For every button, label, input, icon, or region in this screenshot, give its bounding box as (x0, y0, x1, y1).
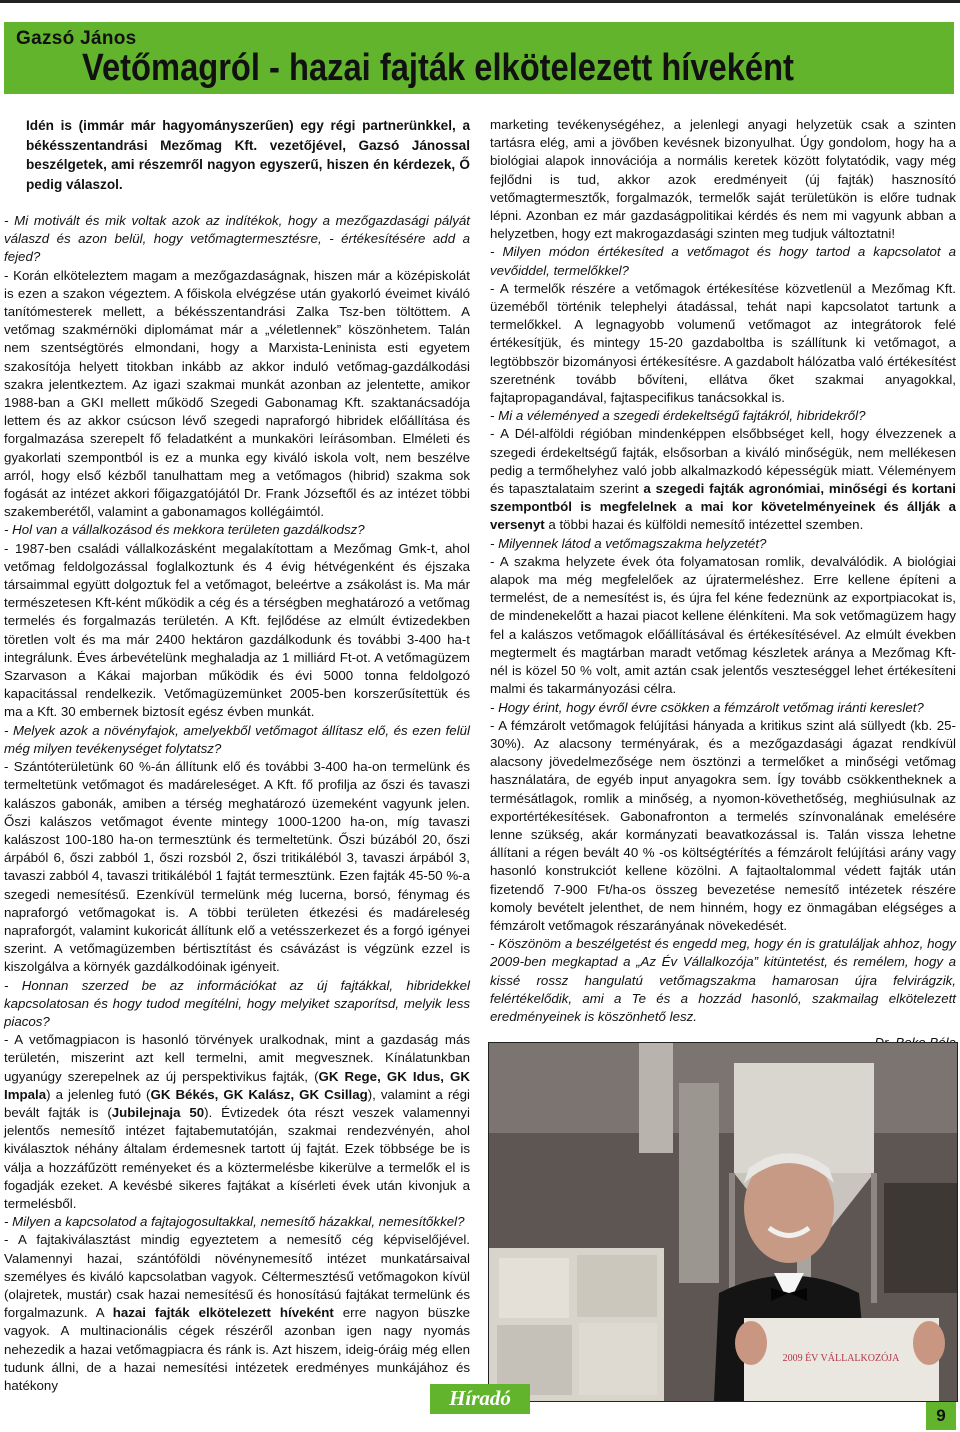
interview-question: - Milyen a kapcsolatod a fajtajogosultakkal, nemesítő házakkal, nemesítőkkel? (4, 1214, 465, 1230)
interview-question: - Mi a véleményed a szegedi érdekeltségű fajtákról, hibridekről? (490, 408, 866, 424)
interview-answer: - Korán elköteleztem magam a mezőgazdaságnak, hiszen már a középiskolát is ezen a szakon végeztem. A főiskola elvégzése után gyakorló éveimet kiváló tanítómesterek mellett, a békésszentandrási Zalka Tsz-ben töltöttem. A vetőmag szakmérnöki diplomámat már a „véletlennek” köszönhetem. Talán nem szentségtörés elmondani, hogy a Marxista-Leninista esti egyetem szakosítója helyett titokban inkább az akkor induló vetőmag-gazdálkodási szakra jelentkeztem. Az igazi szakmai munkát azonban az jelentette, amikor 1988-ban a GKI mellett működő Szegedi Gabonamag Kft. szaktanácsadója lettem és az akkor csúcson lévő szegedi napraforgó hibridek előállítása és forgalmazása szerepelt fő feladatként a munkaköri leírásomban. Elméleti és gyakorlati szempontból is ez a munka egy kiváló iskola volt, nem beszélve arról, hogy első kézből tanulhattam meg a vetőmagos (hibrid) szakma sok fogását az intézet akkori főigazgatójától Dr. Frank Józseftől és az intézet többi szakemberétől, valamint a gabonamagos kollégáimtól. (4, 267, 470, 520)
interview-answer (490, 425, 956, 534)
interview-question: - Hol van a vállalkozásod és mekkora területen gazdálkodsz? (4, 522, 365, 538)
interview-answer: - 1987-ben családi vállalkozásként megalakítottam a Mezőmag Gmk-t, ahol vetőmag feldolgozással foglalkoztunk és 4 évig hétvégenként és éjszaka társaimmal együtt dolgoztuk fel a vetőmagot, beleértve a zsákolást is. Ma már természetesen Kft-ként működik a cég és a térségben meghatározó a vetőmag termelés és forgalmazás területén. A Kft. fejlődése az elmúlt évtizedekben töretlen volt és ma már 2400 hektáron gazdálkodunk és további 3-400 ha-t integrálunk. Éves árbevételünk meghaladja az 1 milliárd Ft-ot. A vetőmagüzem Szarvason a Kákai majorban működik és évi 5000 tonna feldolgozó kapacitással rendelkezik. Vetőmagüzemünket 2005-ben korszerűsítettük és ma a Kft. 30 embernek biztosít egész évben munkát. (4, 540, 470, 720)
bold-phrase: a szegedi fajták agronómiai, minőségi és kortani szempontból is megfelelnek a mai kor követelményeinek és állják a versenyt (490, 481, 956, 533)
bold-phrase: GK Békés, GK Kalász, GK Csillag (150, 1086, 368, 1102)
bold-phrase: hazai fajták elkötelezett híveként (112, 1305, 334, 1321)
text-run: a többi hazai és külföldi nemesítő intézettel szemben. (544, 517, 864, 533)
interview-answer: - A fémzárolt vetőmagok felújítási hányada a kritikus szint alá süllyedt (kb. 25-30%). Az alacsony terményárak, és a mezőgazdasági ágazat rendkívül alacsony jövedelmezősége nem ösztönzi a termelőket a minőségi vetőmag használatára, de egyéb input anyagokra sem. Így tovább csökkentheknek a termésátlagok, romlik a minőség, a nyomon-követhetőség, meghiúsulnak az exportértékesítések. Gabonafronton a termelés színvonalának emelésére lenne szükség, akár kormányzati beavatkozással is. Talán vissza lehetne állítani a régen bevált 40 % -os költségtérítés a fémzárolt felújítási arány vagy hasonló konstrukciót kellene közölni. A fajtaoltalommal védett fajták után fizetendő 7-900 Ft/ha-os összeg bevezetése nemesítő intézetek részére komoly bevételt jelenthet, de nem hinném, hogy ez önmagában elégséges a fémzárolt vetőmagok részarányának növekedését. (490, 717, 956, 933)
text-run: - A Dél-alföldi régióban mindenképpen elsőbbséget kell, hogy élvezzenek a szegedi érdekeltségű fajták, elsősorban a kiváló minőségük, nem mellékesen pedig a termőhelyhez való jobb alkalmazkodó képességük miatt. Véleményem és tapasztalataim szerint (490, 426, 956, 497)
intro-paragraph: Idén is (immár már hagyományszerűen) egy régi partnerünkkel, a békésszentandrási Mezőmag Kft. vezetőjével, Gazsó Jánossal beszélgetek, ami részemről nagyon egyszerű, hiszen én kérdezek, Ő pedig válaszol. (26, 118, 470, 192)
top-rule (0, 0, 960, 3)
bold-phrase: GK Rege, GK Idus, GK Impala (4, 1068, 470, 1102)
page-number-badge (926, 1402, 956, 1430)
portrait-photo (488, 1042, 958, 1402)
text-run: erre nagyon büszke vagyok. A multinacionális cégek részéről azonban igen nagy nyomás nehezedik a hazai vetőmagpiacra és ránk is. Azt hiszem, ideig-óráig még ellen tudunk állni, de a hazai nemesítési intézetek eredményes munkájához és hatékony (4, 1305, 470, 1393)
article-title: Vetőmagról - hazai fajták elkötelezett híveként (82, 47, 794, 89)
article-header (4, 22, 954, 94)
interview-answer (4, 1031, 470, 1213)
text-run: ) a jelenleg futó ( (46, 1086, 151, 1102)
interview-answer (4, 1231, 470, 1395)
interview-answer: marketing tevékenységéhez, a jelenlegi anyagi helyzetük csak a szinten tartásra elég, ami a jövőben kevésnek bizonyulhat. Úgy gondolom, hogy ha a biológiai alapok innovációja a normális keretek között folytatódik, vagy még fejlődni is tud, akkor azok eredményeit (új fajták) hasznosító vetőmagtermesztők, forgalmazók, termelők saját területükön is előre tudnak lépni. Azonban ez már gazdaságpolitikai kérdés és nem mi vagyunk abban a helyzetben, hogy ezt makrogazdasági szinten meg tudjuk változtatni! (490, 117, 956, 242)
text-run: ). Évtizedek óta részt veszek valamennyi jelentős nemesítő intézet fajtabemutatóján, szakmai rendezvényén, ahol kiválasztok néhány általam érdemesnek tartott új fajtát. Ezek többsége be is válja a hozzáfűzött reményeket és a köztermelésbe kikerülve a termelők el is fogadják ezeket. A kevésbé sikeres fajtákat a kísérleti évek után kivonjuk a termelésből. (4, 1104, 470, 1211)
page-number: 9 (936, 1406, 946, 1425)
interview-question: - Milyen módon értékesíted a vetőmagot és hogy tartod a kapcsolatot a vevőiddel, termelőkkel? (490, 244, 956, 278)
interview-question: - Honnan szerzed be az információkat az új fajtákkal, hibridekkel kapcsolatosan és hogy tudod megítélni, hogy melyiket szaporítsd, melyik less piacos? (4, 977, 470, 1029)
certificate-text: 2009 ÉV VÁLLALKOZÓJA (782, 1353, 900, 1364)
interview-question: - Milyennek látod a vetőmagszakma helyzetét? (490, 535, 767, 551)
interview-question: - Melyek azok a növényfajok, amelyekből vetőmagot állítasz elő, és ezen felül még milyen tevékenységet folytatsz? (4, 722, 470, 756)
interview-answer: - A termelők részére a vetőmagok értékesítése közvetlenül a Mezőmag Kft. üzeméből történik telephelyi átadással, tehát napi kapcsolatot tartunk a termelőkkel. A legnagyobb volumenű vetőmagot az integrátorok felé értékesítjük, és mintegy 15-20 gazdaboltba is szállítunk ki vetőmagot, a legtöbbször bizományosi értékesítésre. A gazdabolt hálózatba való értékesítést szeretnénk tovább bővíteni, ellátva őket szakmai anyagokkal, fajtapropagandával, fajtaspecifikus tanácsokkal is. (490, 280, 956, 406)
interview-question: - Köszönöm a beszélgetést és engedd meg, hogy én is gratuláljak ahhoz, hogy 2009-ben megkaptad a „Az Év Vállalkozója” kitüntetést, és remélem, hogy a kissé rossz hangulatú vetőmagszakma hamarosan újra felvirágzik, felértékelődik, ami a Te és a hozzád hasonló, szakmailag elkötelezett eredményeinek is köszönhető lesz. (490, 936, 956, 1024)
photo-illustration (489, 1043, 957, 1401)
text-run: ), valamint a régi bevált fajták is ( (4, 1086, 471, 1120)
author-name: Gazsó János (16, 28, 137, 49)
left-column (4, 116, 470, 1395)
magazine-logo (430, 1384, 530, 1414)
text-run: - A fajtakiválasztást mindig egyeztetem a nemesítő cég képviselőjével. Valamennyi hazai, szántóföldi növénynemesítő intézet munkatársaival személyes és kiváló kapcsolatban vagyok. Céltermesztésű vetőmagokon kívül (olajretek, mustár) csak hazai nemesítésű és honosítású fajtákat termelünk és forgalmazunk. A (4, 1232, 470, 1321)
text-run: - A vetőmagpiacon is hasonló törvények uralkodnak, mint a gazdaság más területén, miszerint azt kell termelni, amit megvesznek. Kínálatunkban ugyanúgy szerepelnek az új perspektivikus fajták, ( (4, 1032, 470, 1084)
interview-answer: - A szakma helyzete évek óta folyamatosan romlik, devalválódik. A biológiai alapok ma még megfelelőek az újratermeléshez. Erre kellene építeni a termelést, de a nemesítést is, és újra fel kéne fedeznünk az exportpiacokat is, de mindenekelőtt a hazai piacot kellene élénkíteni. Ma sok vetőmagüzem hagy fel a kalászos vetőmagok előállításával és értékesítésével. Az elmúlt években megtermelt és magtárban maradt vetőmag készletek aránya a Mezőmag Kft-nél is közel 50 % volt, amit aztán csak jelentős veszteséggel lehet értékesíteni malmi és takarmányozási célra. (490, 553, 956, 697)
interview-answer: - Szántóterületünk 60 %-án állítunk elő és további 3-400 ha-on termelünk és termeltetünk vetőmagot és madáreleséget. A Kft. fő profilja az őszi és tavaszi kalászos gabonák, amiben a térség meghatározó üzemeként vagyunk jelen. Őszi kalászos vetőmagot évente mintegy 1000-1200 ha-on, míg tavaszi kalászost 100-180 ha-on termesztünk és termeltetünk. Őszi búzából 20, őszi árpából 6, őszi zabból 1, őszi rozsból 2, őszi tritikáléból 3, tavaszi árpából 3, tavaszi zabból 4, tavaszi tritikáléból 1 fajtát termesztünk. Ezen fajták 45-50 %-a szegedi nemesítésű. Ezenkívül termelünk még lucerna, borsó, fénymag és napraforgó vetőmagokat is. A többi területen étkezési és madáreleség napraforgót, valamint kukoricát állítunk elő a vetésszerkezet és a forgó igényei szerint. A vetőmagüzemben bértisztítást és csávázást is végzünk ezzel is kiszolgálva a környék gazdálkodóinak igényeit. (4, 759, 470, 975)
interview-question: - Mi motivált és mik voltak azok az indítékok, hogy a mezőgazdasági pályát válaszd és azon belül, hogy vetőmagtermesztésre, - értékesítésére add a fejed? (4, 213, 470, 265)
interview-question: - Hogy érint, hogy évről évre csökken a fémzárolt vetőmag iránti kereslet? (490, 699, 924, 715)
bold-phrase: Jubilejnaja 50 (111, 1104, 205, 1120)
magazine-logo-text: Híradó (449, 1386, 511, 1410)
right-column (490, 116, 956, 1052)
